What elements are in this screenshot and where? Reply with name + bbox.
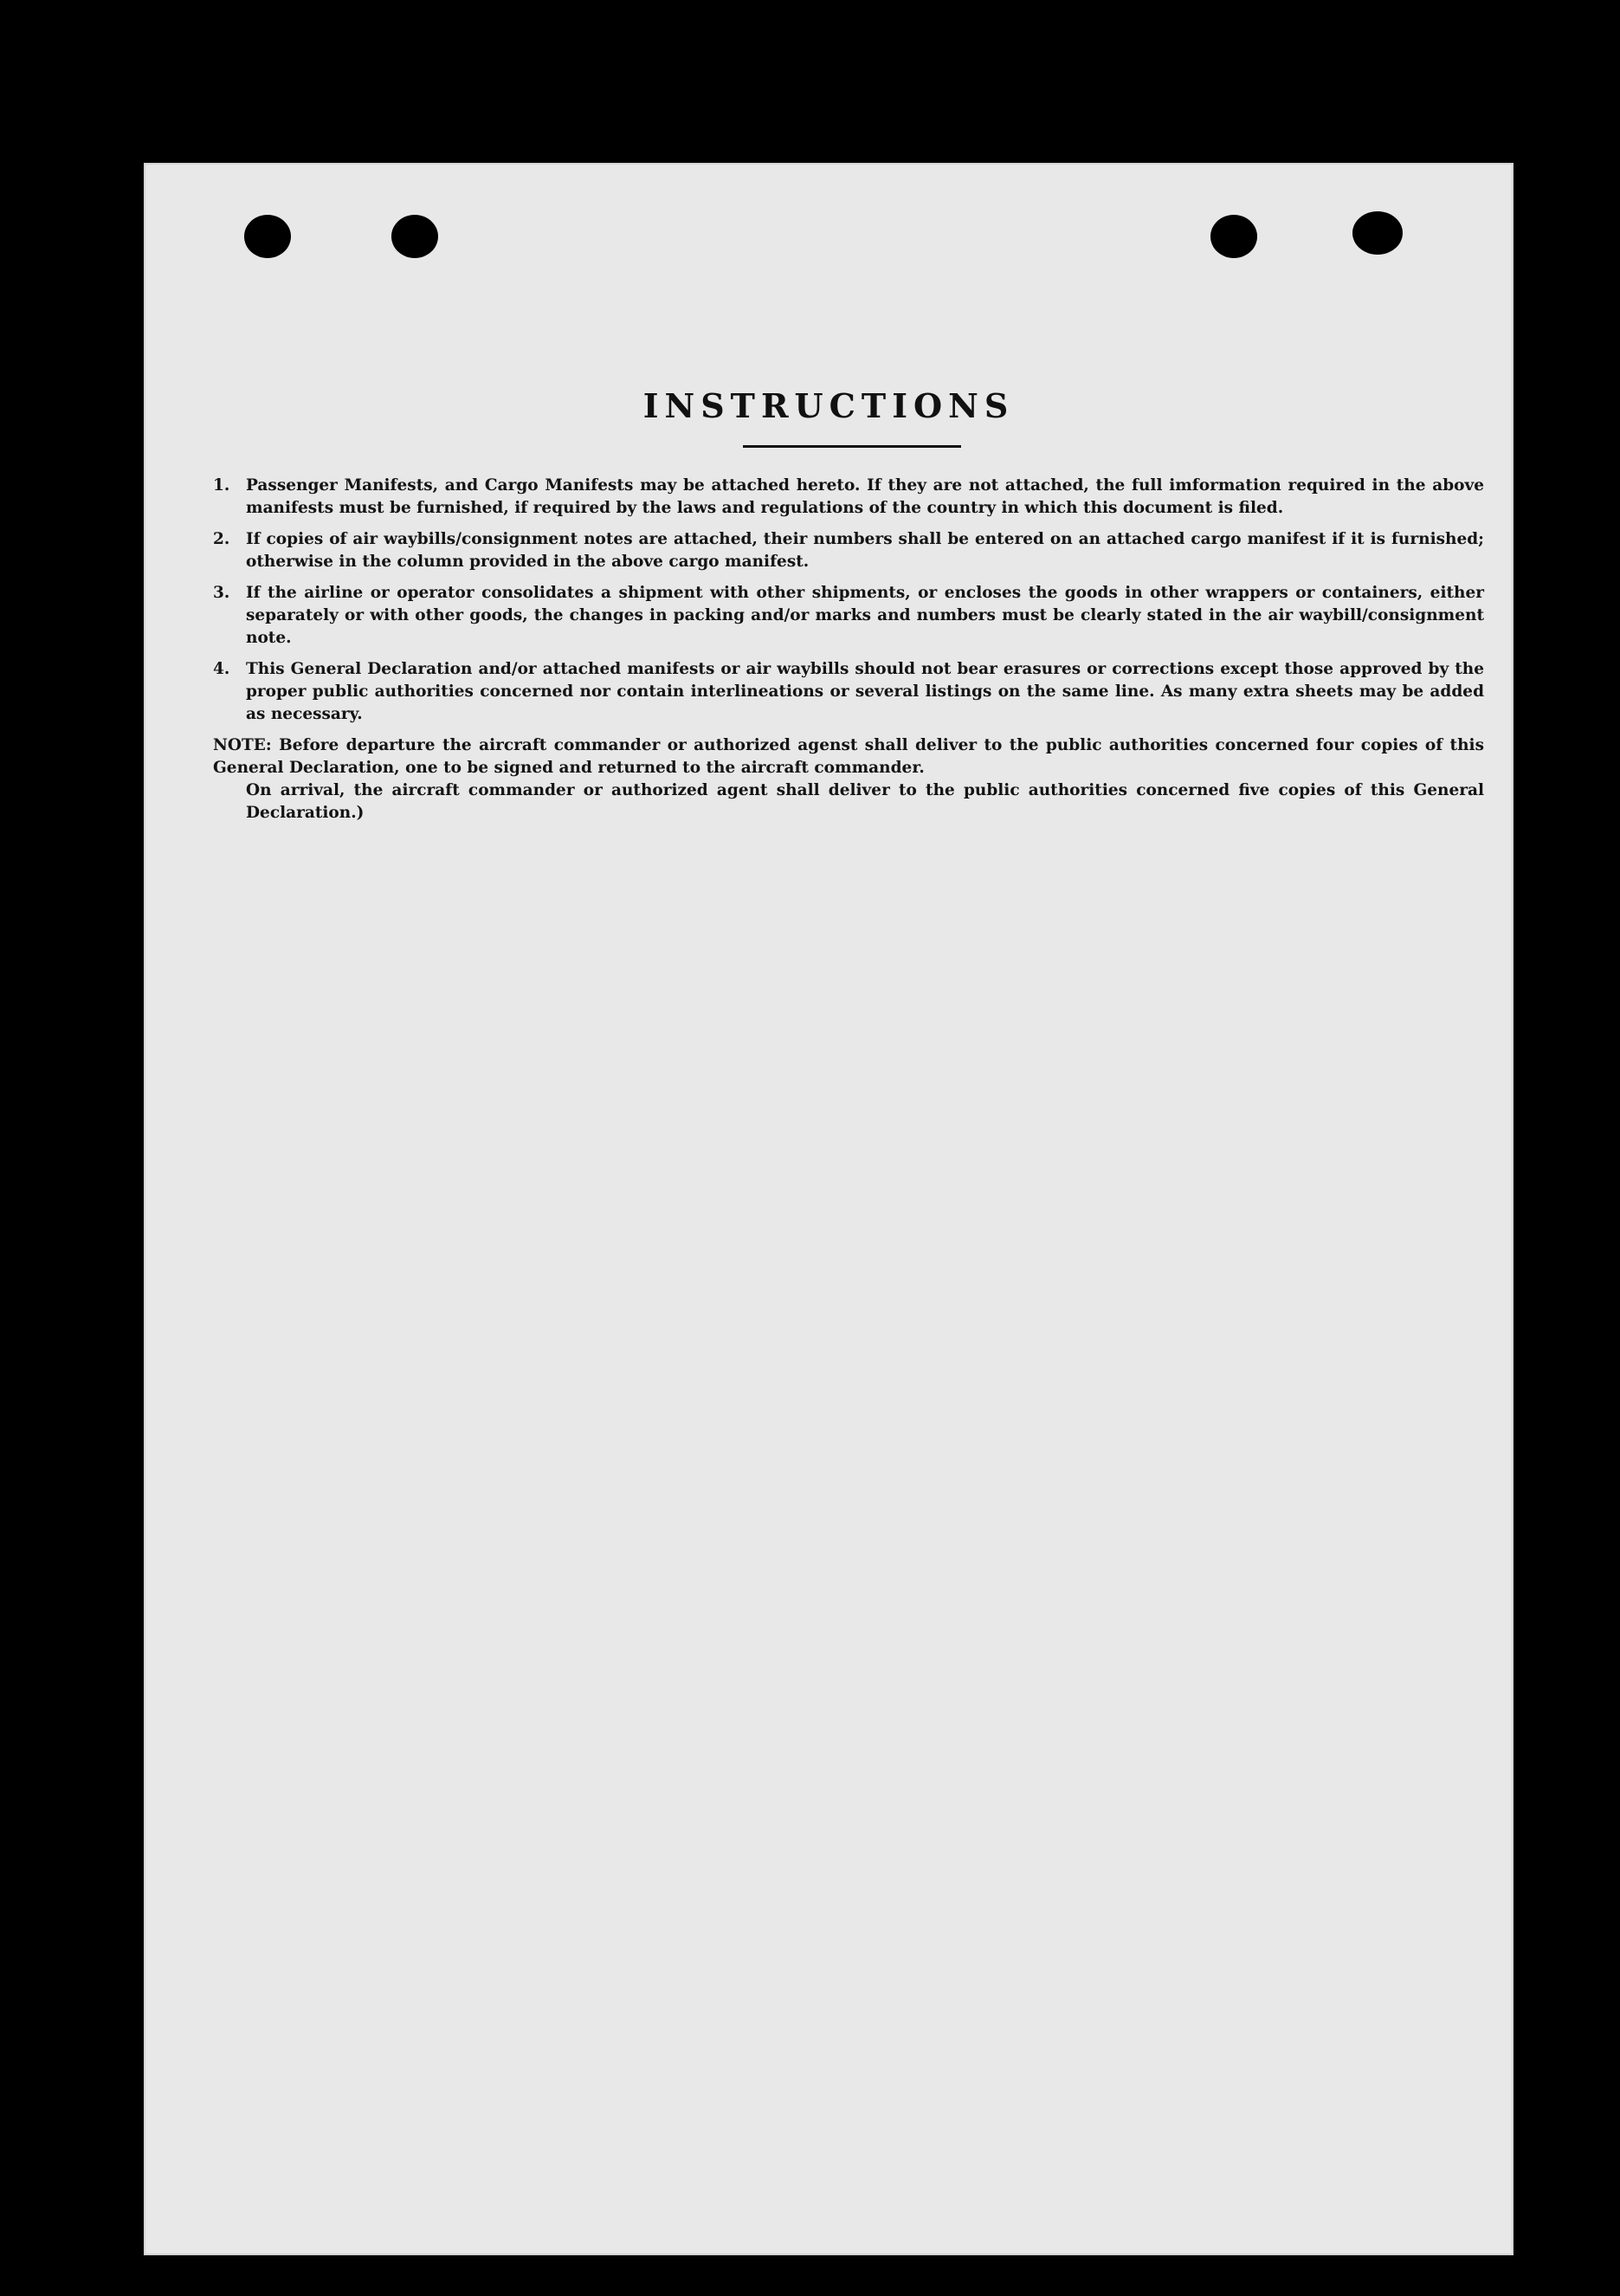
instruction-number: 2. [213, 530, 230, 548]
instruction-text: Passenger Manifests, and Cargo Manifests may be attached hereto. If they are not attached, the full imformation required in the above manifests must be furnished, if required by the laws and regulations of the country in which this document is filed. [246, 476, 1484, 517]
instruction-number: 1. [213, 476, 230, 495]
note-section [213, 734, 1484, 825]
instruction-number: 3. [213, 584, 230, 602]
instruction-text: If the airline or operator consolidates a shipment with other shipments, or encloses the goods in other wrappers or containers, either separately or with other goods, the changes in packing and/or marks and numbers must be clearly stated in the air waybill/consignment note. [246, 584, 1484, 647]
document-page [144, 163, 1514, 2255]
instruction-number: 4. [213, 660, 230, 678]
instruction-text: If copies of air waybills/consignment notes are attached, their numbers shall be entered on an attached cargo manifest if it is furnished; otherwise in the column provided in the above cargo manifest. [246, 530, 1484, 571]
punch-hole [1352, 211, 1403, 255]
instruction-item [213, 658, 1484, 726]
note-text: NOTE: Before departure the aircraft commander or authorized agenst shall deliver to the public authorities concerned four copies of this General Declaration, one to be signed and returned to the aircraft commander. [213, 736, 1484, 777]
instruction-item [213, 582, 1484, 650]
instruction-item [213, 528, 1484, 573]
punch-hole [391, 215, 438, 258]
instruction-item [213, 475, 1484, 520]
title-underline [743, 445, 961, 448]
punch-hole [244, 215, 291, 258]
note-text-arrival: On arrival, the aircraft commander or authorized agent shall deliver to the public authorities concerned five copies of this General Declaration.) [246, 781, 1484, 822]
instruction-text: This General Declaration and/or attached manifests or air waybills should not bear erasures or corrections except those approved by the proper public authorities concerned nor contain interlineations or several listings on the same line. As many extra sheets may be added as necessary. [246, 660, 1484, 723]
page-title: INSTRUCTIONS [642, 386, 1015, 425]
punch-hole [1210, 215, 1257, 258]
instructions-list [213, 475, 1484, 734]
